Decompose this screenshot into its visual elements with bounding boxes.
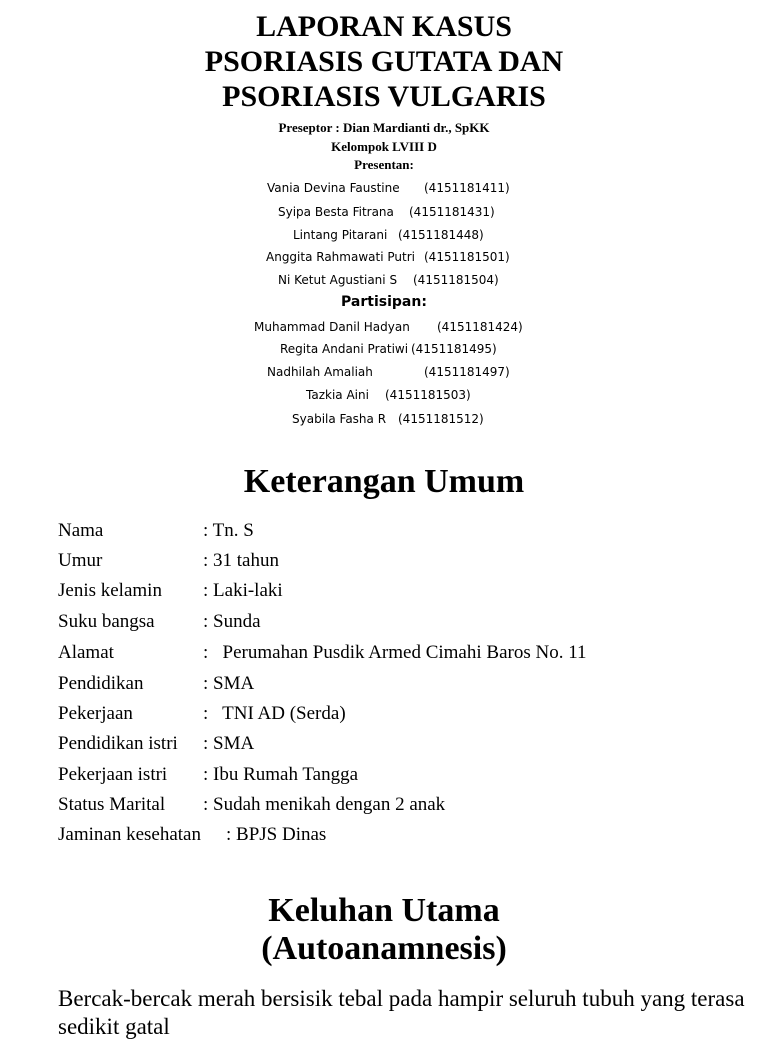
info-label: Suku bangsa — [58, 611, 155, 632]
general-info-heading-text: Keterangan Umum — [243, 463, 525, 500]
participant-id: (4151181424) — [437, 320, 523, 334]
title-line-3: PSORIASIS VULGARIS — [222, 80, 546, 113]
info-value: : SMA — [203, 733, 255, 754]
presenter-id: (4151181501) — [424, 250, 510, 264]
complaint-text: Bercak-bercak merah bersisik tebal pada hampir seluruh tubuh yang terasa sedikit gatal — [58, 986, 745, 1039]
participant-name: Tazkia Aini — [306, 388, 369, 402]
participant-id: (4151181503) — [385, 388, 471, 402]
info-value: : 31 tahun — [203, 550, 279, 571]
group-name: Kelompok LVIII D — [331, 139, 437, 154]
complaint-heading-line-1: Keluhan Utama — [268, 892, 500, 929]
participant-name: Muhammad Danil Hadyan — [254, 320, 410, 334]
info-value: : Tn. S — [203, 520, 254, 541]
title-line-1: LAPORAN KASUS — [256, 10, 512, 43]
report-title — [0, 9, 768, 114]
participant-name: Regita Andani Pratiwi — [280, 342, 409, 356]
presenter-id: (4151181411) — [424, 181, 510, 195]
presenter-name: Syipa Besta Fitrana — [278, 205, 394, 219]
info-value: : SMA — [203, 673, 255, 694]
title-line-2: PSORIASIS GUTATA DAN — [204, 45, 564, 78]
info-label: Pendidikan — [58, 673, 144, 694]
info-label: Umur — [58, 550, 103, 571]
participant-name: Syabila Fasha R — [292, 412, 387, 426]
presenter-name: Lintang Pitarani — [293, 228, 388, 242]
participant-heading: Partisipan: — [341, 294, 427, 310]
complaint-heading-line-2: (Autoanamnesis) — [261, 930, 507, 967]
info-value: : BPJS Dinas — [226, 824, 327, 845]
presenter-name: Ni Ketut Agustiani S — [278, 273, 398, 287]
info-value: : Perumahan Pusdik Armed Cimahi Baros No. 11 — [203, 642, 587, 663]
preceptor: Preseptor : Dian Mardianti dr., SpKK — [278, 120, 490, 135]
info-label: Jenis kelamin — [58, 580, 162, 601]
info-value: : Sudah menikah dengan 2 anak — [203, 794, 446, 815]
info-label: Pekerjaan istri — [58, 764, 168, 785]
presenter-heading: Presentan: — [354, 157, 414, 172]
info-label: Jaminan kesehatan — [58, 824, 201, 845]
participant-id: (4151181497) — [424, 365, 510, 379]
presenter-name: Vania Devina Faustine — [267, 181, 400, 195]
participant-id: (4151181512) — [398, 412, 484, 426]
general-info-heading — [0, 463, 768, 501]
presenter-id: (4151181448) — [398, 228, 484, 242]
info-label: Nama — [58, 520, 104, 541]
info-label: Pekerjaan — [58, 703, 133, 724]
info-value: : TNI AD (Serda) — [203, 703, 346, 724]
presenter-name: Anggita Rahmawati Putri — [266, 250, 415, 264]
info-value: : Sunda — [203, 611, 261, 632]
info-value: : Ibu Rumah Tangga — [203, 764, 359, 785]
presenter-id: (4151181431) — [409, 205, 495, 219]
participant-id: (4151181495) — [411, 342, 497, 356]
info-label: Status Marital — [58, 794, 166, 815]
info-label: Alamat — [58, 642, 114, 663]
presenter-id: (4151181504) — [413, 273, 499, 287]
info-value: : Laki-laki — [203, 580, 283, 601]
info-label: Pendidikan istri — [58, 733, 178, 754]
participant-name: Nadhilah Amaliah — [267, 365, 373, 379]
complaint-heading — [0, 892, 768, 968]
